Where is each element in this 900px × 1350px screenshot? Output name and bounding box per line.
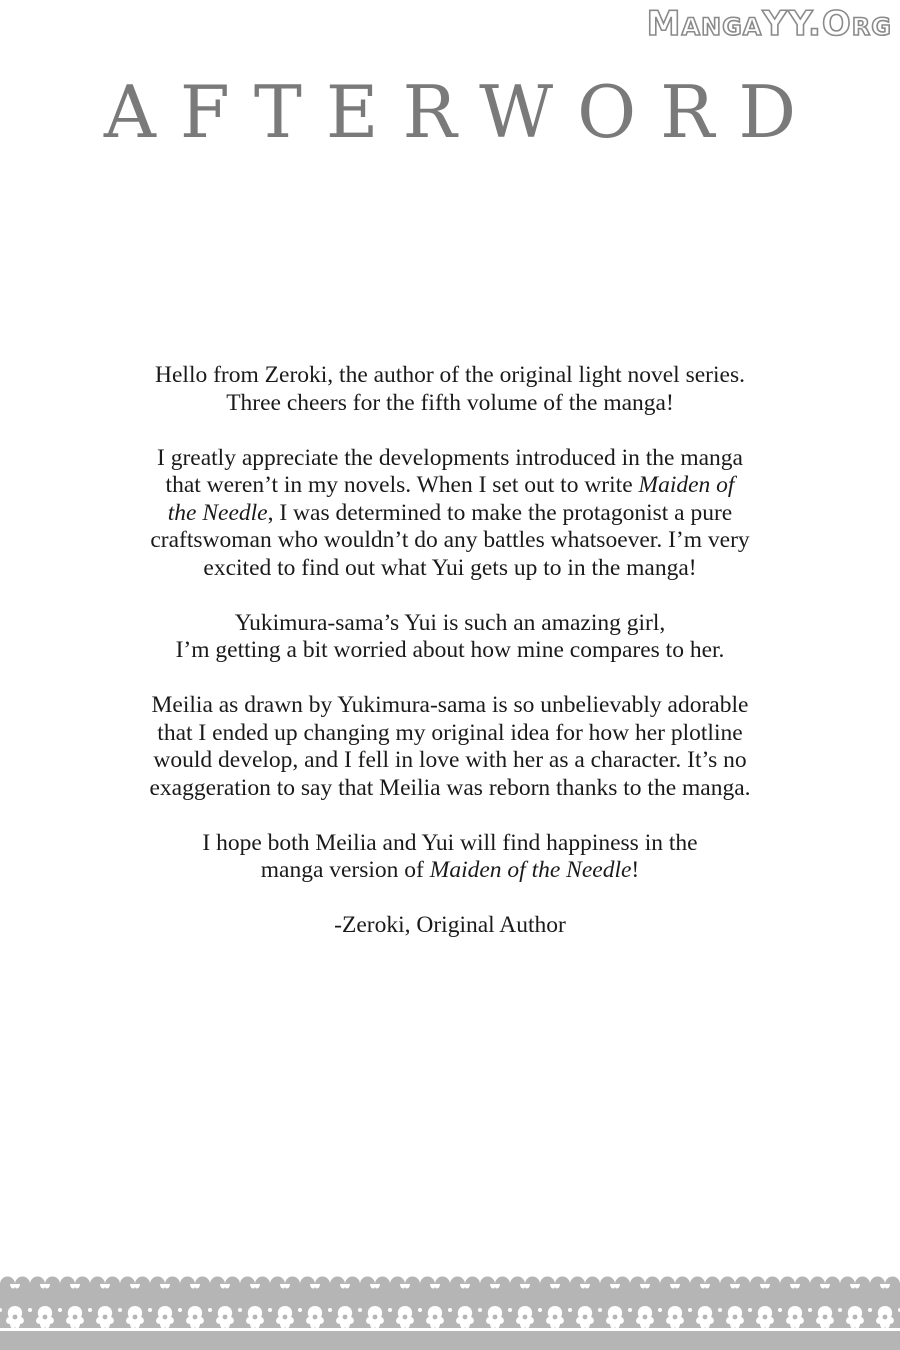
lace-border-decoration: [0, 1260, 900, 1350]
text-line: , I was determined to make the protagonist a pure: [267, 499, 733, 526]
text-line: that I ended up changing my original idea for how her plotline: [157, 719, 743, 746]
book-title-italic: Maiden of: [638, 472, 735, 498]
paragraph-greeting: [100, 362, 800, 417]
paragraph-yui: [100, 610, 800, 665]
text-line: Three cheers for the fifth volume of the manga!: [226, 389, 674, 416]
book-title-italic: the Needle: [167, 499, 268, 526]
text-line: Yukimura-sama’s Yui is such an amazing girl,: [234, 609, 666, 636]
paragraph-closing: [100, 830, 800, 885]
text-line: would develop, and I fell in love with her as a character. It’s no: [153, 747, 747, 773]
text-line: I hope both Meilia and Yui will find happiness in the: [202, 829, 698, 856]
text-line: craftswoman who wouldn’t do any battles whatsoever. I’m very: [150, 527, 750, 553]
text-line: !: [631, 857, 640, 883]
book-title-italic: Maiden of the Needle: [429, 857, 632, 883]
text-line: I greatly appreciate the developments introduced in the manga: [157, 444, 743, 471]
text-line: Hello from Zeroki, the author of the original light novel series.: [155, 362, 745, 388]
text-line: manga version of: [260, 857, 430, 883]
paragraph-meilia: [100, 692, 800, 802]
signature: [100, 912, 800, 940]
text-line: Meilia as drawn by Yukimura-sama is so unbelievably adorable: [151, 692, 749, 718]
text-line: I’m getting a bit worried about how mine compares to her.: [175, 637, 725, 663]
afterword-body: [100, 362, 800, 967]
text-line: that weren’t in my novels. When I set out to write: [165, 472, 639, 498]
site-watermark: MangaYY.Org: [646, 4, 892, 44]
text-line: exaggeration to say that Meilia was reborn thanks to the manga.: [149, 774, 751, 801]
signature-text: -Zeroki, Original Author: [334, 912, 566, 938]
page-title: AFTERWORD: [103, 70, 821, 154]
text-line: excited to find out what Yui gets up to in the manga!: [203, 554, 697, 581]
paragraph-developments: [100, 445, 800, 583]
